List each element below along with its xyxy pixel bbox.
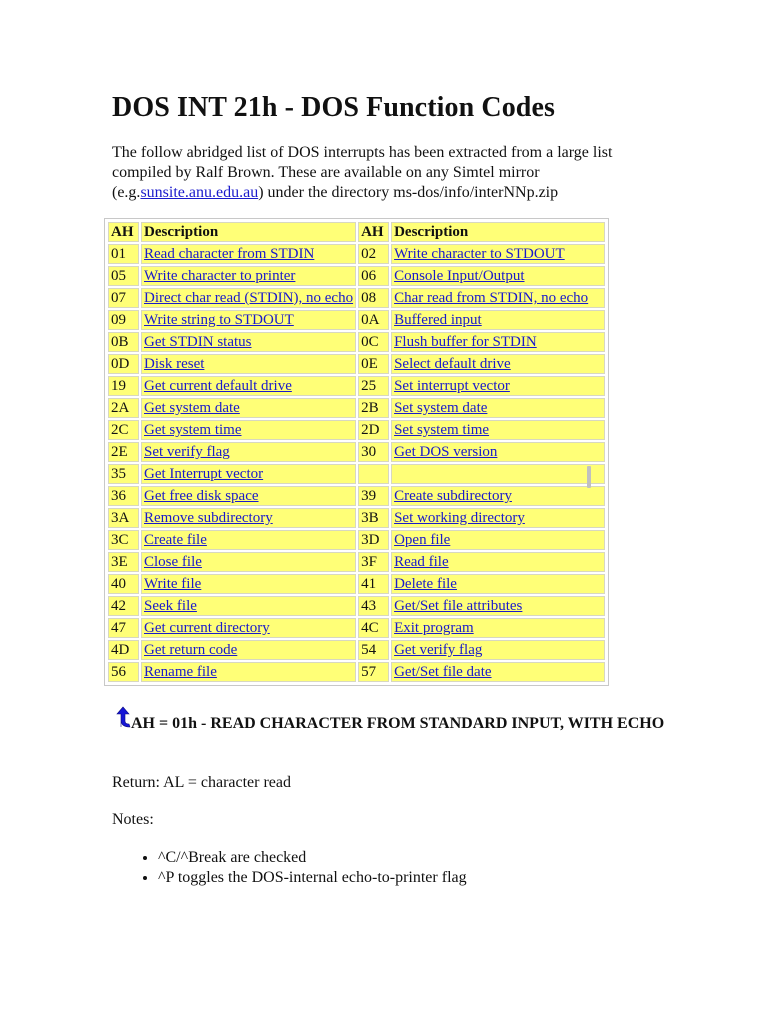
function-description-cell xyxy=(391,508,605,528)
function-code-cell: 54 xyxy=(358,640,389,660)
function-code-cell: 05 xyxy=(108,266,139,286)
table-row xyxy=(108,618,605,638)
function-description-cell xyxy=(141,552,356,572)
function-description-cell xyxy=(141,398,356,418)
function-description-cell xyxy=(391,442,605,462)
section-heading xyxy=(112,712,672,734)
function-link[interactable]: Direct char read (STDIN), no echo xyxy=(144,290,354,306)
function-table-frame xyxy=(104,218,609,686)
function-link[interactable]: Set system time xyxy=(394,422,490,438)
table-row xyxy=(108,354,605,374)
function-code-cell: 57 xyxy=(358,662,389,682)
function-link[interactable]: Get/Set file date xyxy=(394,664,492,680)
table-row xyxy=(108,310,605,330)
table-row xyxy=(108,398,605,418)
function-description-cell xyxy=(141,464,356,484)
function-link[interactable]: Get system time xyxy=(144,422,242,438)
function-link[interactable]: Disk reset xyxy=(144,356,205,372)
function-link[interactable]: Open file xyxy=(394,532,451,548)
function-link[interactable]: Buffered input xyxy=(394,312,482,328)
function-link[interactable]: Set verify flag xyxy=(144,444,230,460)
function-description-cell xyxy=(141,244,356,264)
function-code-cell: 07 xyxy=(108,288,139,308)
function-code-cell: 19 xyxy=(108,376,139,396)
function-code-cell: 56 xyxy=(108,662,139,682)
function-description-cell xyxy=(391,288,605,308)
function-code-cell: 40 xyxy=(108,574,139,594)
function-description-cell xyxy=(391,574,605,594)
function-description-cell xyxy=(141,310,356,330)
function-link[interactable]: Set working directory xyxy=(394,510,525,526)
function-link[interactable]: Get verify flag xyxy=(394,642,483,658)
function-code-cell: 06 xyxy=(358,266,389,286)
function-link[interactable]: Get current default drive xyxy=(144,378,292,394)
function-description-cell xyxy=(391,244,605,264)
function-code-cell: 2C xyxy=(108,420,139,440)
function-code-cell: 47 xyxy=(108,618,139,638)
function-code-cell: 3C xyxy=(108,530,139,550)
header-description-right: Description xyxy=(391,222,605,242)
function-description-cell xyxy=(141,266,356,286)
header-description-left: Description xyxy=(141,222,356,242)
function-description-cell xyxy=(391,662,605,682)
function-code-cell: 2E xyxy=(108,442,139,462)
function-code-cell: 0D xyxy=(108,354,139,374)
table-row xyxy=(108,266,605,286)
function-description-cell xyxy=(391,464,605,484)
function-link[interactable]: Select default drive xyxy=(394,356,511,372)
table-row xyxy=(108,332,605,352)
intro-paragraph xyxy=(112,143,652,203)
function-description-cell xyxy=(141,574,356,594)
function-link[interactable]: Delete file xyxy=(394,576,457,592)
table-row xyxy=(108,486,605,506)
function-description-cell xyxy=(391,420,605,440)
notes-list xyxy=(112,848,467,888)
table-row xyxy=(108,288,605,308)
function-code-cell: 3E xyxy=(108,552,139,572)
function-code-cell: 3A xyxy=(108,508,139,528)
function-code-cell: 08 xyxy=(358,288,389,308)
function-code-cell: 30 xyxy=(358,442,389,462)
function-description-cell xyxy=(141,618,356,638)
function-code-cell: 2B xyxy=(358,398,389,418)
function-link[interactable]: Close file xyxy=(144,554,202,570)
function-description-cell xyxy=(391,398,605,418)
function-description-cell xyxy=(141,420,356,440)
function-code-cell: 3B xyxy=(358,508,389,528)
function-description-cell xyxy=(141,508,356,528)
function-description-cell xyxy=(141,486,356,506)
function-link[interactable]: Remove subdirectory xyxy=(144,510,273,526)
function-link[interactable]: Write character to printer xyxy=(144,268,296,284)
table-row xyxy=(108,574,605,594)
function-code-cell: 0B xyxy=(108,332,139,352)
sunsite-link[interactable]: sunsite.anu.edu.au xyxy=(140,184,259,201)
function-link[interactable]: Set interrupt vector xyxy=(394,378,510,394)
function-code-cell: 25 xyxy=(358,376,389,396)
function-code-cell: 09 xyxy=(108,310,139,330)
notes-label: Notes: xyxy=(112,811,154,828)
header-ah-left: AH xyxy=(108,222,139,242)
function-link[interactable]: Flush buffer for STDIN xyxy=(394,334,537,350)
function-link[interactable]: Rename file xyxy=(144,664,217,680)
section-heading-text: AH = 01h - READ CHARACTER FROM STANDARD INPUT, WITH ECHO xyxy=(131,715,665,732)
table-row xyxy=(108,376,605,396)
function-codes-table xyxy=(106,220,607,684)
function-link[interactable]: Get current directory xyxy=(144,620,270,636)
function-description-cell xyxy=(391,310,605,330)
function-link[interactable]: Seek file xyxy=(144,598,197,614)
table-row xyxy=(108,552,605,572)
table-row xyxy=(108,244,605,264)
function-description-cell xyxy=(391,354,605,374)
scroll-thumb[interactable] xyxy=(587,466,591,488)
function-code-cell: 0A xyxy=(358,310,389,330)
function-code-cell: 02 xyxy=(358,244,389,264)
function-code-cell: 0C xyxy=(358,332,389,352)
table-row xyxy=(108,662,605,682)
function-description-cell xyxy=(391,332,605,352)
function-description-cell xyxy=(391,552,605,572)
table-row xyxy=(108,442,605,462)
function-code-cell: 3D xyxy=(358,530,389,550)
function-code-cell: 43 xyxy=(358,596,389,616)
function-code-cell: 42 xyxy=(108,596,139,616)
function-code-cell: 2A xyxy=(108,398,139,418)
intro-text-end: ) under the directory ms-dos/info/interNNp.zip xyxy=(258,184,559,201)
function-description-cell xyxy=(391,486,605,506)
function-link[interactable]: Get return code xyxy=(144,642,238,658)
table-row xyxy=(108,420,605,440)
function-link[interactable]: Read file xyxy=(394,554,449,570)
function-link[interactable]: Write string to STDOUT xyxy=(144,312,294,328)
table-row xyxy=(108,508,605,528)
intro-text-start: The follow abridged list of DOS interrupts has been extracted from a large list compiled by Ralf Brown. These are available on any Simtel mirror (e.g. xyxy=(112,144,613,201)
table-row xyxy=(108,596,605,616)
function-link[interactable]: Get system date xyxy=(144,400,240,416)
function-link[interactable]: Read character from STDIN xyxy=(144,246,315,262)
function-description-cell xyxy=(141,640,356,660)
function-link[interactable]: Write character to STDOUT xyxy=(394,246,565,262)
function-code-cell xyxy=(358,464,389,484)
function-code-cell: 39 xyxy=(358,486,389,506)
function-link[interactable]: Create subdirectory xyxy=(394,488,512,504)
function-link[interactable]: Set system date xyxy=(394,400,488,416)
up-arrow-icon[interactable] xyxy=(116,712,131,729)
function-description-cell xyxy=(391,618,605,638)
return-text: Return: AL = character read xyxy=(112,774,292,791)
function-link[interactable]: Create file xyxy=(144,532,207,548)
function-link[interactable]: Get Interrupt vector xyxy=(144,466,264,482)
table-header-row xyxy=(108,222,605,242)
list-item: • ^C/^Break are checked xyxy=(158,848,467,868)
table-row xyxy=(108,640,605,660)
function-description-cell xyxy=(391,376,605,396)
function-link[interactable]: Exit program xyxy=(394,620,474,636)
table-row xyxy=(108,530,605,550)
function-code-cell: 0E xyxy=(358,354,389,374)
function-link[interactable]: Write file xyxy=(144,576,202,592)
function-code-cell: 3F xyxy=(358,552,389,572)
function-code-cell: 2D xyxy=(358,420,389,440)
function-code-cell: 41 xyxy=(358,574,389,594)
function-code-cell: 01 xyxy=(108,244,139,264)
function-code-cell: 35 xyxy=(108,464,139,484)
function-code-cell: 4D xyxy=(108,640,139,660)
function-link[interactable]: Get STDIN status xyxy=(144,334,252,350)
function-description-cell xyxy=(141,354,356,374)
function-description-cell xyxy=(141,376,356,396)
function-link[interactable]: Get DOS version xyxy=(394,444,498,460)
function-description-cell xyxy=(391,530,605,550)
function-description-cell xyxy=(391,640,605,660)
function-link[interactable]: Get/Set file attributes xyxy=(394,598,523,614)
function-description-cell xyxy=(141,288,356,308)
function-link[interactable]: Char read from STDIN, no echo xyxy=(394,290,589,306)
function-description-cell xyxy=(141,530,356,550)
list-item: • ^P toggles the DOS-internal echo-to-printer flag xyxy=(158,868,467,888)
table-row xyxy=(108,464,605,484)
page-title: DOS INT 21h - DOS Function Codes xyxy=(112,92,555,123)
function-code-cell: 4C xyxy=(358,618,389,638)
function-code-cell: 36 xyxy=(108,486,139,506)
function-description-cell xyxy=(141,332,356,352)
function-link[interactable]: Get free disk space xyxy=(144,488,259,504)
function-description-cell xyxy=(391,596,605,616)
header-ah-right: AH xyxy=(358,222,389,242)
function-description-cell xyxy=(141,596,356,616)
function-description-cell xyxy=(391,266,605,286)
function-description-cell xyxy=(141,442,356,462)
function-description-cell xyxy=(141,662,356,682)
function-link[interactable]: Console Input/Output xyxy=(394,268,525,284)
